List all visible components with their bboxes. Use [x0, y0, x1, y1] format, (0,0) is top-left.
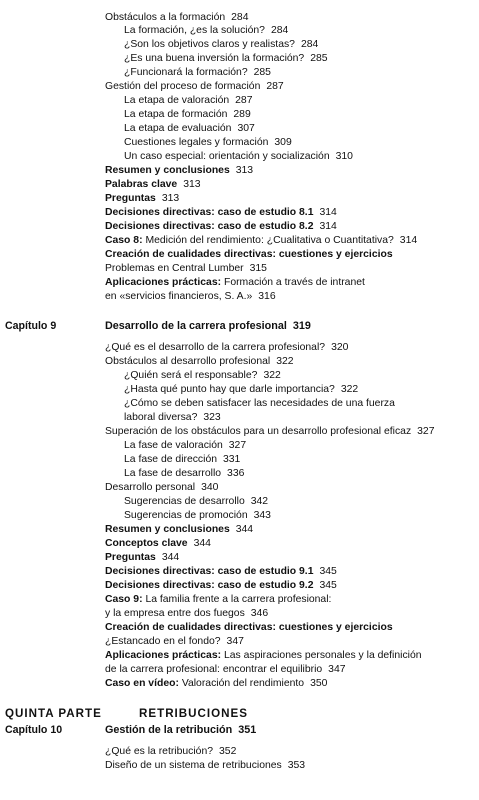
toc-entry-case: Caso en vídeo: Valoración del rendimiento 350 — [105, 678, 328, 689]
toc-entry: ¿Es una buena inversión la formación? 285 — [124, 53, 328, 64]
toc-entry: Superación de los obstáculos para un desarrollo profesional eficaz 327 — [105, 426, 435, 437]
toc-entry: Gestión del proceso de formación 287 — [105, 81, 284, 92]
toc-entry: Obstáculos a la formación 284 — [105, 12, 249, 23]
toc-entry: Cuestiones legales y formación 309 — [124, 137, 292, 148]
toc-entry-bold: Creación de cualidades directivas: cuestiones y ejercicios — [105, 249, 393, 260]
toc-entry-case: Aplicaciones prácticas: Las aspiraciones personales y la definición — [105, 650, 422, 661]
toc-entry: ¿Estancado en el fondo? 347 — [105, 636, 244, 647]
toc-entry: Sugerencias de desarrollo 342 — [124, 496, 269, 507]
toc-entry: ¿Son los objetivos claros y realistas? 284 — [124, 39, 319, 50]
toc-entry: de la carrera profesional: encontrar el equilibrio 347 — [105, 664, 346, 675]
toc-entry-bold: Resumen y conclusiones 344 — [105, 524, 254, 535]
toc-entry: ¿Qué es la retribución? 352 — [105, 746, 237, 757]
toc-entry-case: Aplicaciones prácticas: Formación a través de intranet — [105, 277, 365, 288]
toc-entry: laboral diversa? 323 — [124, 412, 221, 423]
part-title: RETRIBUCIONES — [139, 707, 248, 720]
toc-entry: La fase de dirección 331 — [124, 454, 241, 465]
toc-entry-bold: Palabras clave 313 — [105, 179, 201, 190]
toc-entry: La formación, ¿es la solución? 284 — [124, 25, 289, 36]
toc-entry: y la empresa entre dos fuegos 346 — [105, 608, 269, 619]
toc-entry-bold: Preguntas 313 — [105, 193, 180, 204]
toc-entry: Problemas en Central Lumber 315 — [105, 263, 267, 274]
toc-entry-bold: Conceptos clave 344 — [105, 538, 211, 549]
toc-entry: ¿Quién será el responsable? 322 — [124, 370, 281, 381]
toc-entry: en «servicios financieros, S. A.» 316 — [105, 291, 276, 302]
chapter-title: Desarrollo de la carrera profesional 319 — [105, 320, 311, 332]
toc-entry-bold: Creación de cualidades directivas: cuestiones y ejercicios — [105, 622, 393, 633]
toc-entry: Sugerencias de promoción 343 — [124, 510, 271, 521]
toc-entry: ¿Hasta qué punto hay que darle importancia? 322 — [124, 384, 359, 395]
toc-entry: La etapa de evaluación 307 — [124, 123, 255, 134]
chapter-label: Capítulo 10 — [5, 724, 63, 736]
toc-entry-case: Caso 8: Medición del rendimiento: ¿Cualitativa o Cuantitativa? 314 — [105, 235, 418, 246]
toc-entry: Diseño de un sistema de retribuciones 353 — [105, 760, 306, 771]
toc-entry-bold: Preguntas 344 — [105, 552, 180, 563]
toc-entry: Obstáculos al desarrollo profesional 322 — [105, 356, 294, 367]
toc-entry-bold: Decisiones directivas: caso de estudio 8.1 314 — [105, 207, 337, 218]
toc-entry: ¿Cómo se deben satisfacer las necesidades de una fuerza — [124, 398, 395, 409]
toc-entry-bold: Decisiones directivas: caso de estudio 8.2 314 — [105, 221, 337, 232]
toc-entry-bold: Decisiones directivas: caso de estudio 9.2 345 — [105, 580, 337, 591]
toc-entry: ¿Funcionará la formación? 285 — [124, 67, 271, 78]
chapter-label: Capítulo 9 — [5, 320, 57, 332]
toc-entry: La etapa de formación 289 — [124, 109, 251, 120]
toc-entry: La fase de desarrollo 336 — [124, 468, 245, 479]
toc-entry: Desarrollo personal 340 — [105, 482, 219, 493]
toc-entry-bold: Resumen y conclusiones 313 — [105, 165, 254, 176]
toc-entry-case: Caso 9: La familia frente a la carrera profesional: — [105, 594, 332, 605]
toc-entry: ¿Qué es el desarrollo de la carrera profesional? 320 — [105, 342, 349, 353]
toc-entry-bold: Decisiones directivas: caso de estudio 9.1 345 — [105, 566, 337, 577]
toc-entry: Un caso especial: orientación y socialización 310 — [124, 151, 353, 162]
toc-entry: La etapa de valoración 287 — [124, 95, 253, 106]
part-label: QUINTA PARTE — [5, 707, 102, 720]
toc-entry: La fase de valoración 327 — [124, 440, 247, 451]
chapter-title: Gestión de la retribución 351 — [105, 724, 257, 736]
